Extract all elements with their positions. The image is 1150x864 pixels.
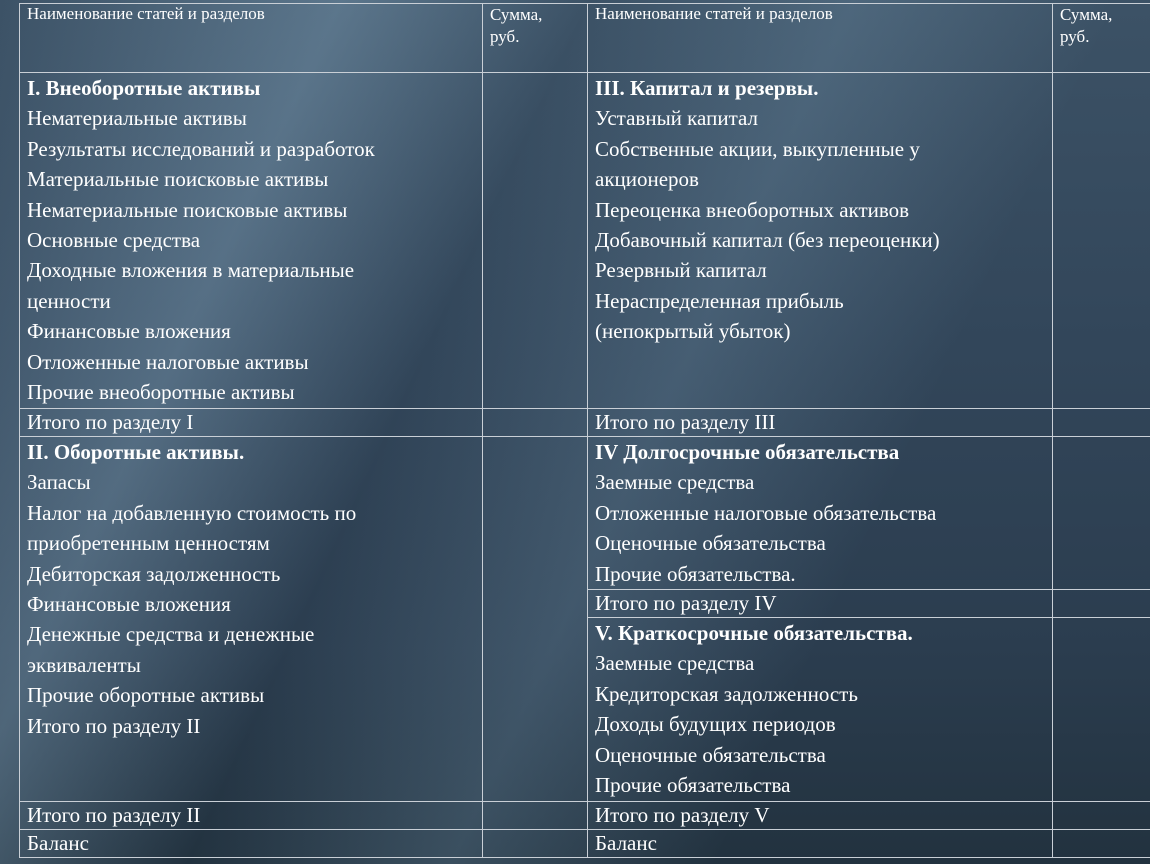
section3-item: (непокрытый убыток): [595, 319, 791, 344]
balance-left: Баланс: [20, 830, 483, 858]
section1-item: Доходные вложения в материальные: [27, 258, 355, 283]
section2-cell: [20, 437, 483, 802]
section3-title: III. Капитал и резервы.: [595, 76, 819, 100]
header-name-right: Наименование статей и разделов: [588, 4, 1053, 73]
section2-item: Запасы: [27, 470, 91, 495]
header-name-left: Наименование статей и разделов: [20, 4, 483, 73]
section3-item: Уставный капитал: [595, 106, 758, 131]
section3-total: Итого по разделу III: [588, 409, 1053, 437]
section1-item: Нематериальные поисковые активы: [27, 197, 348, 222]
section1-item: Финансовые вложения: [27, 319, 231, 344]
section1-item: Прочие внеоборотные активы: [27, 380, 295, 405]
section1-item: Отложенные налоговые активы: [27, 349, 309, 374]
total-row-2-5: [20, 802, 1150, 830]
section3-item: акционеров: [595, 167, 699, 192]
section4-total: Итого по разделу IV: [588, 590, 1053, 618]
balance-row: [20, 830, 1150, 858]
section2-total-sum[interactable]: [483, 802, 588, 830]
section-row-2-4: [20, 437, 1150, 590]
section5-item: Доходы будущих периодов: [595, 712, 836, 737]
section4-item: Прочие обязательства.: [595, 561, 796, 586]
section1-sum-cell[interactable]: [483, 73, 588, 409]
section2-sum-cell[interactable]: [483, 437, 588, 802]
section5-title: V. Краткосрочные обязательства.: [595, 621, 913, 646]
section2-item: приобретенным ценностям: [27, 531, 270, 556]
section4-sum-cell[interactable]: [1053, 437, 1150, 590]
section2-item: Прочие оборотные активы: [27, 683, 265, 708]
section1-item: Основные средства: [27, 228, 201, 253]
section5-item: Заемные средства: [595, 651, 755, 676]
section1-item: Нематериальные активы: [27, 106, 247, 131]
section3-cell: [588, 73, 1053, 409]
header-sum-right-line2: руб.: [1060, 27, 1090, 46]
section5-cell: [588, 618, 1053, 802]
section4-cell: [588, 437, 1053, 590]
balance-right-sum[interactable]: [1053, 830, 1150, 858]
header-sum-right: [1053, 4, 1150, 73]
section1-total-sum[interactable]: [483, 409, 588, 437]
section2-item: Налог на добавленную стоимость по: [27, 500, 357, 525]
section3-item: Резервный капитал: [595, 258, 767, 283]
section3-item: Переоценка внеоборотных активов: [595, 197, 910, 222]
section2-item: эквиваленты: [27, 652, 141, 677]
section5-total: Итого по разделу V: [588, 802, 1053, 830]
section3-sum-cell[interactable]: [1053, 73, 1150, 409]
section4-title: IV Долгосрочные обязательства: [595, 440, 900, 464]
section4-total-sum[interactable]: [1053, 590, 1150, 618]
section1-item: Материальные поисковые активы: [27, 167, 329, 192]
header-sum-right-line1: Сумма,: [1060, 5, 1113, 24]
balance-right: Баланс: [588, 830, 1053, 858]
balance-left-sum[interactable]: [483, 830, 588, 858]
section5-item: Прочие обязательства: [595, 773, 791, 798]
header-sum-left-line2: руб.: [490, 27, 520, 46]
section2-title: II. Оборотные активы.: [27, 440, 245, 464]
section4-item: Отложенные налоговые обязательства: [595, 500, 937, 525]
section5-total-sum[interactable]: [1053, 802, 1150, 830]
section5-item: Кредиторская задолженность: [595, 681, 858, 706]
section2-item: Финансовые вложения: [27, 592, 231, 617]
balance-sheet-table: [19, 3, 1150, 858]
section5-item: Оценочные обязательства: [595, 742, 826, 767]
section4-item: Заемные средства: [595, 470, 755, 495]
header-row: [20, 4, 1150, 73]
section1-item: Результаты исследований и разработок: [27, 136, 375, 161]
header-sum-left-line1: Сумма,: [490, 5, 543, 24]
section1-total: Итого по разделу I: [20, 409, 483, 437]
section2-total: Итого по разделу II: [20, 802, 483, 830]
section4-item: Оценочные обязательства: [595, 531, 826, 556]
section3-item: Нераспределенная прибыль: [595, 288, 844, 313]
section3-total-sum[interactable]: [1053, 409, 1150, 437]
section5-sum-cell[interactable]: [1053, 618, 1150, 802]
section1-item: ценности: [27, 288, 111, 313]
section1-title: I. Внеоборотные активы: [27, 76, 261, 100]
total-row-1-3: [20, 409, 1150, 437]
section1-cell: [20, 73, 483, 409]
section2-item: Денежные средства и денежные: [27, 622, 315, 647]
section2-item: Итого по разделу II: [27, 713, 201, 738]
section3-item: Добавочный капитал (без переоценки): [595, 228, 940, 253]
section-row-1-3: [20, 73, 1150, 409]
section3-item: Собственные акции, выкупленные у: [595, 136, 920, 161]
header-sum-left: [483, 4, 588, 73]
section2-item: Дебиторская задолженность: [27, 561, 281, 586]
